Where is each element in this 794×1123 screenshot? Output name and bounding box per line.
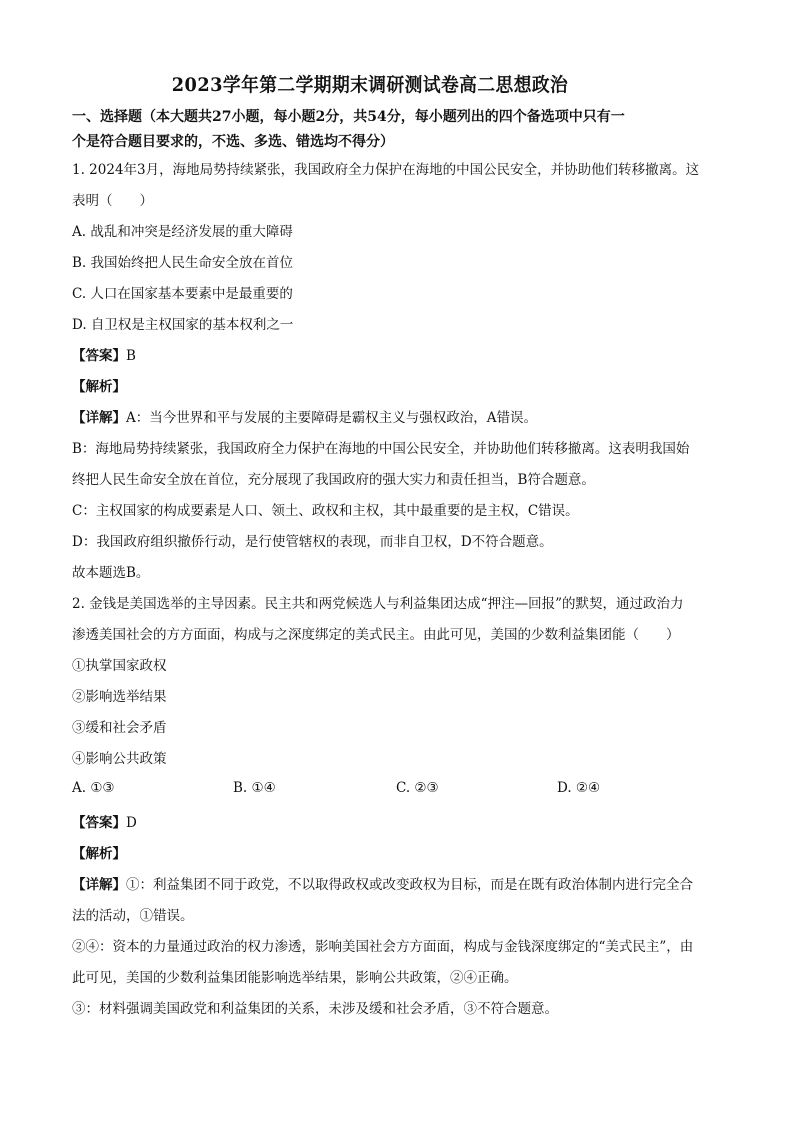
q1-conclusion: 故本题选B。 bbox=[72, 565, 150, 581]
answer-tag: 【答案】 bbox=[72, 815, 126, 831]
q2-detail-2b: 此可见，美国的少数利益集团能影响选举结果，影响公共政策，②④正确。 bbox=[72, 970, 518, 986]
answer-value: B bbox=[126, 348, 136, 364]
q2-item-1: ①执掌国家政权 bbox=[72, 658, 167, 674]
q2-stem-line-1: 2. 金钱是美国选举的主导因素。民主共和两党候选人与利益集团达成“押注—回报”的默契，通过政治力 bbox=[72, 596, 684, 612]
q2-analysis-tag: 【解析】 bbox=[72, 846, 126, 862]
q2-choice-c: C. ②③ bbox=[396, 780, 439, 796]
q2-detail-2a: ②④：资本的力量通过政治的权力渗透，影响美国社会方方面面，构成与金钱深度绑定的“美式民主”，由 bbox=[72, 939, 694, 955]
q2-choice-a: A. ①③ bbox=[72, 780, 115, 796]
q2-detail-1a bbox=[72, 873, 693, 893]
answer-tag: 【答案】 bbox=[72, 348, 126, 364]
q1-detail-1 bbox=[72, 406, 537, 426]
q2-detail-3: ③：材料强调美国政党和利益集团的关系，未涉及缓和社会矛盾，③不符合题意。 bbox=[72, 1001, 558, 1017]
section-heading-line-1: 一、选择题（本大题共27小题，每小题2分，共54分，每小题列出的四个备选项中只有一 bbox=[72, 109, 625, 125]
q1-option-a: A. 战乱和冲突是经济发展的重大障碍 bbox=[72, 224, 293, 240]
detail-tag: 【详解】 bbox=[72, 410, 126, 426]
q2-item-4: ④影响公共政策 bbox=[72, 751, 167, 767]
q1-option-d: D. 自卫权是主权国家的基本权利之一 bbox=[72, 317, 294, 333]
detail-text: ①：利益集团不同于政党，不以取得政权或改变政权为目标，而是在既有政治体制内进行完全合 bbox=[126, 877, 693, 893]
q1-detail-4: D：我国政府组织撤侨行动，是行使管辖权的表现，而非自卫权，D不符合题意。 bbox=[72, 534, 553, 550]
q2-item-3: ③缓和社会矛盾 bbox=[72, 720, 167, 736]
q1-detail-2b: 终把人民生命安全放在首位，充分展现了我国政府的强大实力和责任担当，B符合题意。 bbox=[72, 472, 595, 488]
q1-option-c: C. 人口在国家基本要素中是最重要的 bbox=[72, 286, 293, 302]
q2-item-2: ②影响选举结果 bbox=[72, 689, 167, 705]
q1-answer bbox=[72, 344, 136, 364]
q1-stem-line-2: 表明（ ） bbox=[72, 193, 153, 209]
q1-detail-3: C：主权国家的构成要素是人口、领土、政权和主权，其中最重要的是主权，C错误。 bbox=[72, 503, 579, 519]
q1-option-b: B. 我国始终把人民生命安全放在首位 bbox=[72, 255, 294, 271]
detail-text: A：当今世界和平与发展的主要障碍是霸权主义与强权政治，A错误。 bbox=[126, 410, 537, 426]
q1-stem-line-1: 1. 2024年3月，海地局势持续紧张，我国政府全力保护在海地的中国公民安全，并协助他们转移撤离。这 bbox=[72, 162, 700, 178]
section-heading-line-2: 个是符合题目要求的，不选、多选、错选均不得分） bbox=[72, 134, 394, 150]
detail-tag: 【详解】 bbox=[72, 877, 126, 893]
q1-detail-2a: B：海地局势持续紧张，我国政府全力保护在海地的中国公民安全，并协助他们转移撤离。这表明我国始 bbox=[72, 441, 690, 457]
q2-stem-line-2: 渗透美国社会的方方面面，构成与之深度绑定的美式民主。由此可见，美国的少数利益集团能（ ） bbox=[72, 627, 680, 643]
q2-answer bbox=[72, 811, 137, 831]
q2-choice-b: B. ①④ bbox=[233, 780, 276, 796]
answer-value: D bbox=[126, 815, 137, 831]
q2-choice-d: D. ②④ bbox=[557, 780, 601, 796]
page-title: 2023学年第二学期期末调研测试卷高二思想政治 bbox=[171, 74, 569, 96]
q2-detail-1b: 法的活动，①错误。 bbox=[72, 908, 194, 924]
q1-analysis-tag: 【解析】 bbox=[72, 379, 126, 395]
